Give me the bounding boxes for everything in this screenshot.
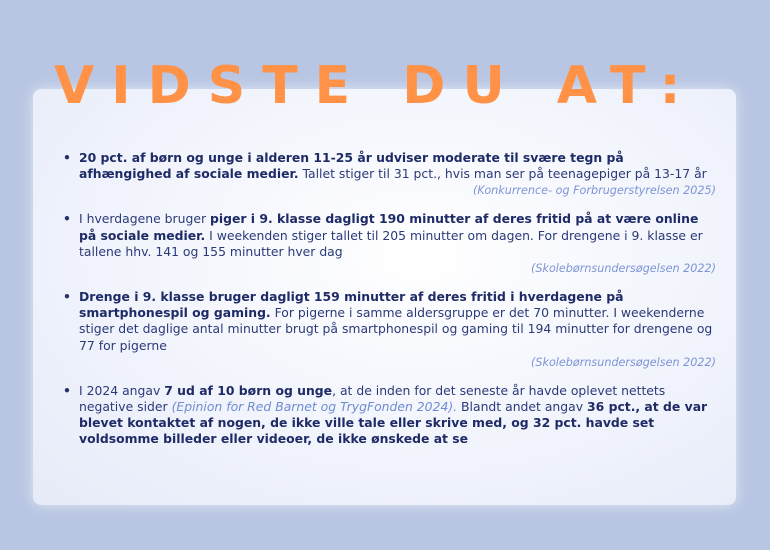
fact-text: Tallet stiger til 31 pct., hvis man ser på teenagepiger på 13-17 år — [298, 166, 707, 182]
fact-source: (Skolebørnsundersøgelsen 2022) — [531, 262, 716, 276]
fact-source: (Konkurrence- og Forbrugerstyrelsen 2025) — [473, 184, 716, 198]
bullet-icon: • — [63, 150, 71, 165]
fact-text-continued: Blandt andet angav — [457, 399, 588, 415]
fact-highlight: piger i 9. klasse dagligt 190 minutter af deres fritid på at være online på sociale medier. — [79, 211, 699, 243]
fact-item — [63, 211, 716, 277]
fact-text: For pigerne i samme aldersgruppe er det 70 minutter. I weekenderne stiger det daglige antal minutter brugt på smartphonespil og gaming til 194 minutter for drengene og 77 for pigerne — [79, 305, 713, 353]
fact-highlight-2: 36 pct., at de var blevet kontaktet af nogen, de ikke ville tale eller skrive med, og 32 pct. havde set voldsomme billeder eller videoer, de ikke ønskede at se — [79, 399, 708, 447]
fact-list — [63, 150, 716, 448]
fact-source: (Skolebørnsundersøgelsen 2022) — [531, 355, 716, 369]
bullet-icon: • — [63, 289, 71, 305]
fact-text: , at de inden for det seneste år havde oplevet nettets negative sider — [79, 382, 666, 415]
fact-highlight: Drenge i 9. klasse bruger dagligt 159 minutter af deres fritid i hverdagene på smartphonespil og gaming. — [79, 289, 624, 321]
fact-highlight: 20 pct. af børn og unge i alderen 11-25 år udviser moderate til svære tegn på afhængighed af sociale medier. — [79, 150, 624, 182]
fact-item — [63, 383, 716, 448]
fact-text-intro: I hverdagene bruger — [79, 211, 210, 227]
fact-highlight: 7 ud af 10 børn og unge — [164, 382, 333, 398]
bullet-icon: • — [63, 382, 71, 398]
fact-item — [63, 150, 716, 199]
page-title: VIDSTE DU AT: — [54, 56, 698, 116]
fact-text: I weekenden stiger tallet til 205 minutter om dagen. For drengene i 9. klasse er tallene hhv. 141 og 155 minutter hver dag — [79, 227, 703, 259]
fact-text-intro: I 2024 angav — [79, 382, 165, 398]
fact-inline-source: (Epinion for Red Barnet og TrygFonden 2024). — [171, 399, 458, 415]
fact-item — [63, 289, 716, 371]
bullet-icon: • — [63, 211, 71, 227]
